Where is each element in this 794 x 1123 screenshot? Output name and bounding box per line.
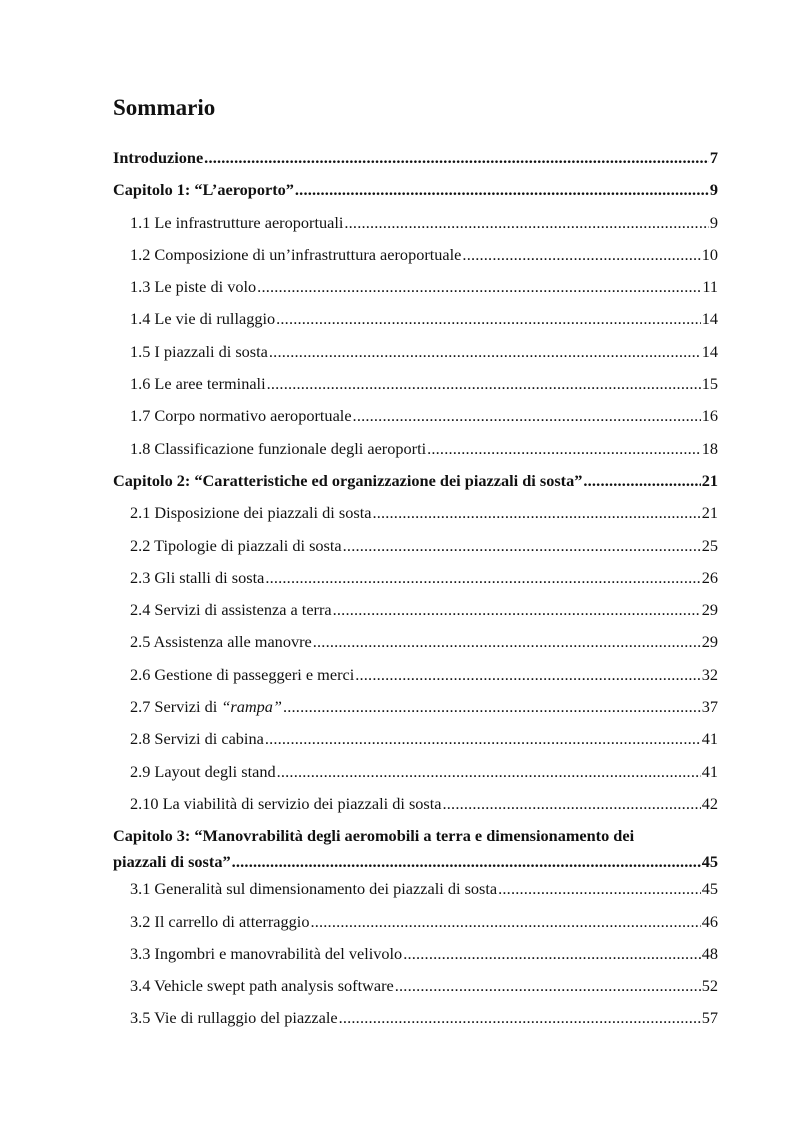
toc-leader-dots	[339, 1005, 701, 1031]
toc-page-number: 29	[701, 600, 718, 620]
toc-entry-1-6[interactable]	[113, 371, 718, 403]
toc-entry-label: 2.3 Gli stalli di sosta	[130, 567, 265, 587]
toc-page-number: 9	[709, 180, 718, 200]
toc-entry-1-4[interactable]	[113, 306, 718, 338]
toc-page-number: 10	[701, 244, 718, 264]
toc-page-number: 26	[701, 567, 718, 587]
toc-entry-label: 2.9 Layout degli stand	[130, 761, 276, 781]
toc-leader-dots	[498, 876, 701, 902]
toc-leader-dots	[372, 500, 700, 526]
toc-leader-dots	[462, 242, 700, 268]
toc-page-number: 14	[701, 309, 718, 329]
toc-page-number: 52	[701, 976, 718, 996]
toc-entry-label: 1.1 Le infrastrutture aeroportuali	[130, 212, 344, 232]
toc-entry-label: 3.1 Generalità sul dimensionamento dei piazzali di sosta	[130, 879, 498, 899]
toc-leader-dots	[343, 533, 701, 559]
toc-leader-dots	[295, 177, 709, 203]
toc-entry-label: 3.5 Vie di rullaggio del piazzale	[130, 1008, 338, 1028]
toc-page-number: 41	[701, 729, 718, 749]
toc-page-number: 42	[701, 793, 718, 813]
toc-page-number: 45	[701, 879, 718, 899]
toc-leader-dots	[204, 145, 709, 171]
toc-leader-dots	[265, 726, 701, 752]
toc-leader-dots	[395, 973, 701, 999]
toc-entry-label: 1.2 Composizione di un’infrastruttura aeroportuale	[130, 244, 462, 264]
toc-entry-label: 1.4 Le vie di rullaggio	[130, 309, 276, 329]
toc-entry-label-line2: piazzali di sosta”	[113, 852, 231, 872]
toc-page-number: 15	[701, 374, 718, 394]
toc-entry-capitolo-3[interactable]	[113, 823, 718, 876]
toc-entry-label: 1.7 Corpo normativo aeroportuale	[130, 406, 352, 426]
toc-entry-label	[130, 694, 282, 720]
toc-leader-dots	[265, 565, 700, 591]
toc-leader-dots	[313, 629, 701, 655]
toc-entry-2-6[interactable]	[113, 662, 718, 694]
toc-entry-label: 2.5 Assistenza alle manovre	[130, 632, 312, 652]
toc-entry-2-2[interactable]	[113, 533, 718, 565]
toc-leader-dots	[355, 662, 700, 688]
toc-entry-label: 2.10 La viabilità di servizio dei piazzali di sosta	[130, 793, 442, 813]
toc-page-number: 16	[701, 406, 718, 426]
table-of-contents	[113, 145, 718, 1038]
toc-entry-label-line1: Capitolo 3: “Manovrabilità degli aeromobili a terra e dimensionamento dei	[113, 826, 635, 846]
toc-entry-label: 3.4 Vehicle swept path analysis software	[130, 976, 394, 996]
toc-entry-line2	[113, 849, 718, 875]
toc-entry-capitolo-2[interactable]	[113, 468, 718, 500]
toc-entry-3-2[interactable]	[113, 909, 718, 941]
toc-entry-label: 2.8 Servizi di cabina	[130, 729, 264, 749]
toc-leader-dots	[443, 791, 701, 817]
toc-page-number: 48	[701, 943, 718, 963]
toc-entry-2-8[interactable]	[113, 726, 718, 758]
toc-entry-label: Capitolo 1: “L’aeroporto”	[113, 180, 294, 200]
toc-leader-dots	[257, 274, 701, 300]
toc-entry-1-7[interactable]	[113, 403, 718, 435]
toc-entry-1-3[interactable]	[113, 274, 718, 306]
toc-page-number: 45	[701, 852, 718, 872]
toc-leader-dots	[333, 597, 701, 623]
toc-page-number: 9	[709, 212, 718, 232]
toc-page-number: 29	[701, 632, 718, 652]
toc-leader-dots	[232, 849, 701, 875]
toc-leader-dots	[267, 371, 701, 397]
toc-entry-label: Capitolo 2: “Caratteristiche ed organizzazione dei piazzali di sosta”	[113, 470, 583, 490]
toc-page-number: 57	[701, 1008, 718, 1028]
toc-page-number: 46	[701, 911, 718, 931]
toc-entry-introduzione[interactable]	[113, 145, 718, 177]
toc-entry-label-prefix: 2.7 Servizi di	[130, 697, 222, 717]
toc-entry-2-10[interactable]	[113, 791, 718, 823]
toc-entry-label: 1.3 Le piste di volo	[130, 277, 257, 297]
toc-entry-label: 3.3 Ingombri e manovrabilità del velivolo	[130, 943, 403, 963]
toc-leader-dots	[277, 759, 701, 785]
toc-page-number: 18	[701, 438, 718, 458]
toc-page-number: 37	[701, 697, 718, 717]
toc-leader-dots	[403, 941, 701, 967]
toc-leader-dots	[269, 339, 701, 365]
toc-leader-dots	[276, 306, 701, 332]
toc-entry-label: 2.2 Tipologie di piazzali di sosta	[130, 535, 342, 555]
toc-entry-1-2[interactable]	[113, 242, 718, 274]
toc-page-number: 11	[702, 277, 718, 297]
toc-entry-1-5[interactable]	[113, 339, 718, 371]
toc-entry-3-5[interactable]	[113, 1005, 718, 1037]
toc-leader-dots	[427, 436, 701, 462]
toc-entry-label: 1.6 Le aree terminali	[130, 374, 266, 394]
toc-entry-label: 1.8 Classificazione funzionale degli aeroporti	[130, 438, 427, 458]
toc-page-number: 25	[701, 535, 718, 555]
toc-entry-2-7[interactable]	[113, 694, 718, 726]
toc-entry-label: 3.2 Il carrello di atterraggio	[130, 911, 310, 931]
toc-page-number: 41	[701, 761, 718, 781]
toc-leader-dots	[283, 694, 701, 720]
toc-entry-2-4[interactable]	[113, 597, 718, 629]
toc-entry-2-3[interactable]	[113, 565, 718, 597]
toc-entry-2-1[interactable]	[113, 500, 718, 532]
toc-entry-2-5[interactable]	[113, 629, 718, 661]
toc-entry-2-9[interactable]	[113, 759, 718, 791]
toc-entry-1-1[interactable]	[113, 210, 718, 242]
toc-page-number: 21	[701, 470, 718, 490]
toc-entry-label-italic: “rampa”	[221, 697, 282, 717]
toc-page-number: 7	[709, 148, 718, 167]
toc-entry-3-1[interactable]	[113, 876, 718, 908]
toc-page-number: 14	[701, 341, 718, 361]
toc-leader-dots	[310, 909, 700, 935]
toc-leader-dots	[353, 403, 701, 429]
toc-entry-label: Introduzione	[113, 148, 204, 167]
toc-entry-label: 2.1 Disposizione dei piazzali di sosta	[130, 503, 372, 523]
toc-page-number: 32	[701, 664, 718, 684]
toc-entry-3-3[interactable]	[113, 941, 718, 973]
toc-entry-1-8[interactable]	[113, 436, 718, 468]
toc-entry-3-4[interactable]	[113, 973, 718, 1005]
toc-entry-label: 2.4 Servizi di assistenza a terra	[130, 600, 332, 620]
page-title: Sommario	[113, 95, 216, 120]
toc-page-number: 21	[701, 503, 718, 523]
toc-entry-label: 2.6 Gestione di passeggeri e merci	[130, 664, 355, 684]
toc-entry-label: 1.5 I piazzali di sosta	[130, 341, 268, 361]
toc-leader-dots	[344, 210, 708, 236]
toc-entry-capitolo-1[interactable]	[113, 177, 718, 209]
toc-leader-dots	[583, 468, 700, 494]
